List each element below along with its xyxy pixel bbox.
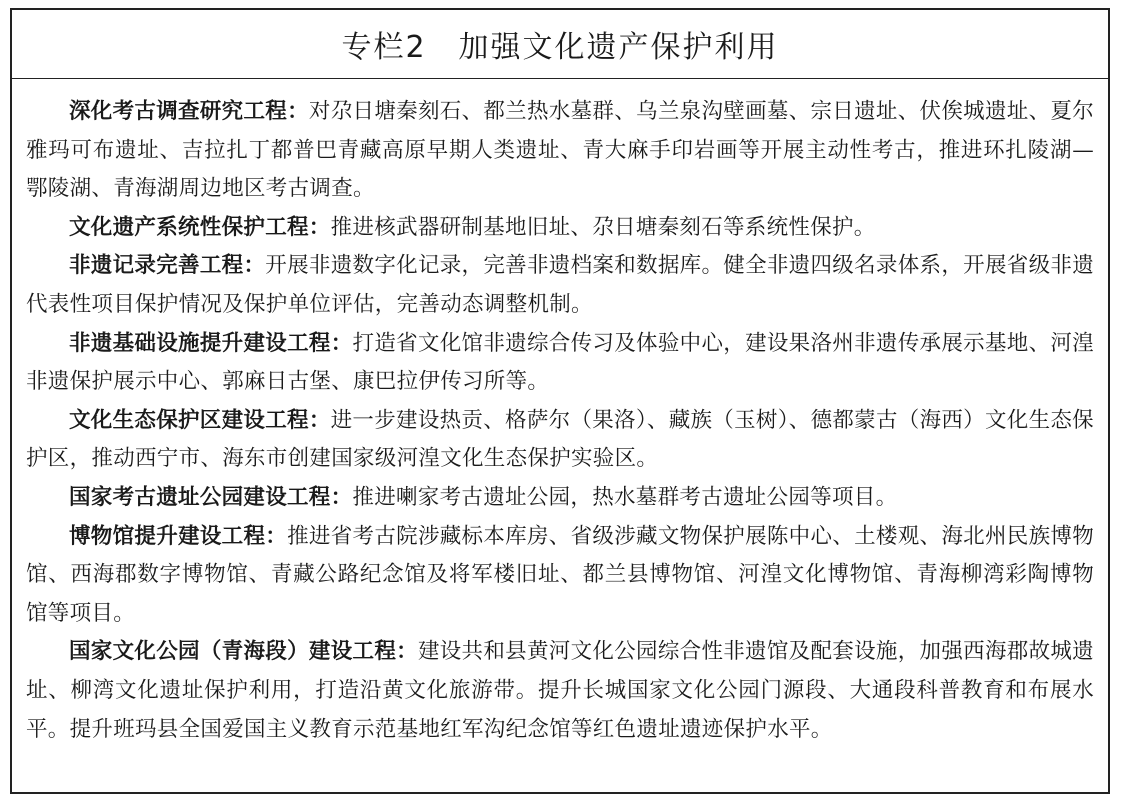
paragraph-archaeology-research xyxy=(26,93,1094,209)
paragraph-museum-upgrade xyxy=(26,518,1094,634)
paragraph-label: 国家考古遗址公园建设工程： xyxy=(69,484,353,510)
paragraph-label: 国家文化公园（青海段）建设工程： xyxy=(69,639,418,665)
column-box xyxy=(10,8,1110,794)
paragraph-label: 深化考古调查研究工程： xyxy=(69,99,309,124)
paragraph-text: 进一步建设热贡、格萨尔（果洛）、藏族（玉树）、德都蒙古（海西）文化生态保护区，推动西宁市、海东市创建国家级河湟文化生态保护实验区。 xyxy=(26,407,1094,472)
title-bar xyxy=(12,10,1108,79)
paragraph-national-cultural-park xyxy=(26,633,1094,749)
paragraph-text: 推进核武器研制基地旧址、尕日塘秦刻石等系统性保护。 xyxy=(330,214,876,240)
column-content xyxy=(12,79,1108,749)
paragraph-label: 非遗基础设施提升建设工程： xyxy=(69,330,353,356)
paragraph-intangible-facilities xyxy=(26,325,1094,402)
paragraph-label: 博物馆提升建设工程： xyxy=(69,523,288,549)
paragraph-archaeology-park xyxy=(26,479,1094,518)
paragraph-label: 文化生态保护区建设工程： xyxy=(69,407,331,433)
paragraph-text: 建设共和县黄河文化公园综合性非遗馆及配套设施，加强西海郡故城遗址、柳湾文化遗址保护利用，打造沿黄文化旅游带。提升长城国家文化公园门源段、大通段科普教育和布展水平。提升班玛县全国爱国主义教育示范基地红军沟纪念馆等红色遗址遗迹保护水平。 xyxy=(26,639,1094,742)
paragraph-eco-protection-zone xyxy=(26,402,1094,479)
paragraph-text: 打造省文化馆非遗综合传习及体验中心，建设果洛州非遗传承展示基地、河湟非遗保护展示中心、郭麻日古堡、康巴拉伊传习所等。 xyxy=(26,330,1094,395)
paragraph-label: 文化遗产系统性保护工程： xyxy=(69,214,331,240)
paragraph-label: 非遗记录完善工程： xyxy=(69,253,266,279)
paragraph-text: 推进喇家考古遗址公园，热水墓群考古遗址公园等项目。 xyxy=(352,484,898,510)
paragraph-systematic-protection xyxy=(26,209,1094,248)
paragraph-text: 开展非遗数字化记录，完善非遗档案和数据库。健全非遗四级名录体系，开展省级非遗代表性项目保护情况及保护单位评估，完善动态调整机制。 xyxy=(26,253,1094,317)
paragraph-text: 推进省考古院涉藏标本库房、省级涉藏文物保护展陈中心、土楼观、海北州民族博物馆、西海郡数字博物馆、青藏公路纪念馆及将军楼旧址、都兰县博物馆、河湟文化博物馆、青海柳湾彩陶博物馆等项目。 xyxy=(26,523,1094,626)
paragraph-intangible-records xyxy=(26,247,1094,324)
column-title: 专栏2 加强文化遗产保护利用 xyxy=(341,30,779,65)
paragraph-text: 对尕日塘秦刻石、都兰热水墓群、乌兰泉沟壁画墓、宗日遗址、伏俟城遗址、夏尔雅玛可布遗址、吉拉扎丁都普巴青藏高原早期人类遗址、青大麻手印岩画等开展主动性考古，推进环扎陵湖—鄂陵湖、青海湖周边地区考古调查。 xyxy=(26,99,1094,202)
